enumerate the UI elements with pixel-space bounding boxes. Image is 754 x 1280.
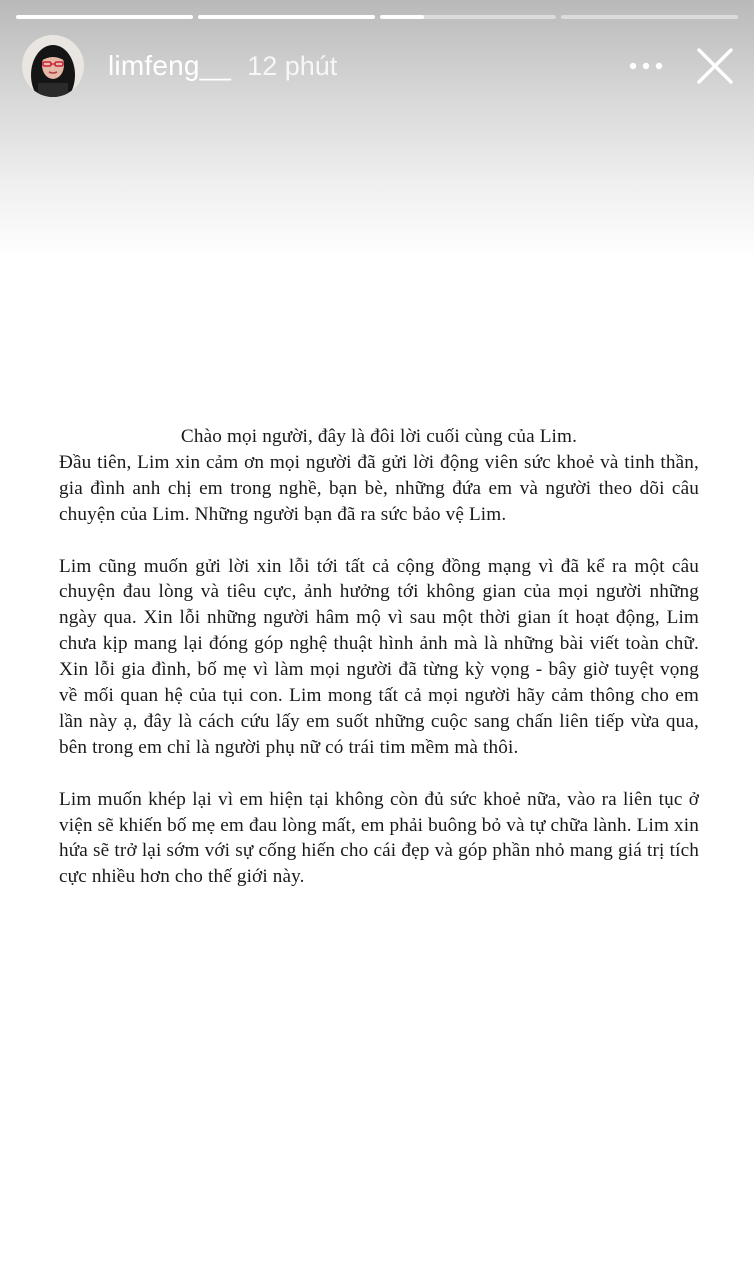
progress-fill [380,15,424,19]
progress-fill [16,15,193,19]
letter-paragraph: Lim cũng muốn gửi lời xin lỗi tới tất cả cộng đồng mạng vì đã kể ra một câu chuyện đau lòng và tiêu cực, ảnh hưởng tới không gian của mọi người những ngày qua. Xin lỗi những người hâm mộ vì sau một thời gian ít hoạt động, Lim chưa kịp mang lại đóng góp nghệ thuật hình ảnh mà là những bài viết toàn chữ. Xin lỗi gia đình, bố mẹ vì làm mọi người đã từng kỳ vọng - bây giờ tuyệt vọng về mối quan hệ của tụi con. Lim mong tất cả mọi người hãy cảm thông cho em lần này ạ, đây là cách cứu lấy em suốt những cuộc sang chấn liên tiếp vừa qua, bên trong em chỉ là người phụ nữ có trái tim mềm mà thôi. [59,555,699,758]
letter-title: Chào mọi người, đây là đôi lời cuối cùng của Lim. [180,426,578,447]
story-progress-segment [16,15,193,19]
post-time: 12 phút [247,50,338,81]
close-icon [696,47,734,85]
username[interactable]: limfeng__ [108,50,232,81]
letter-paragraph: Lim muốn khép lại vì em hiện tại không còn đủ sức khoẻ nữa, vào ra liên tục ở viện sẽ khiến bố mẹ em đau lòng mất, em phải buông bỏ và tự chữa lành. Lim xin hứa sẽ trở lại sớm với sự cống hiến cho cái đẹp và góp phần nhỏ mang giá trị tích cực nhiều hơn cho thế giới này. [59,788,699,888]
close-button[interactable] [694,45,736,87]
more-options-button[interactable] [626,46,666,86]
story-progress-segment [198,15,375,19]
progress-fill [198,15,375,19]
story-letter-text [59,424,699,890]
story-progress-segment [561,15,738,19]
letter-paragraph: Đầu tiên, Lim xin cảm ơn mọi người đã gửi lời động viên sức khoẻ và tinh thần, gia đình anh chị em trong nghề, bạn bè, những đứa em và người theo dõi câu chuyện của Lim. Những người bạn đã ra sức bảo vệ Lim. [59,451,699,525]
story-progress-bars [16,15,738,19]
more-horizontal-icon [629,62,663,70]
avatar[interactable] [22,35,84,97]
story-progress-segment [380,15,557,19]
story-header [22,34,736,98]
avatar-image [22,35,84,97]
